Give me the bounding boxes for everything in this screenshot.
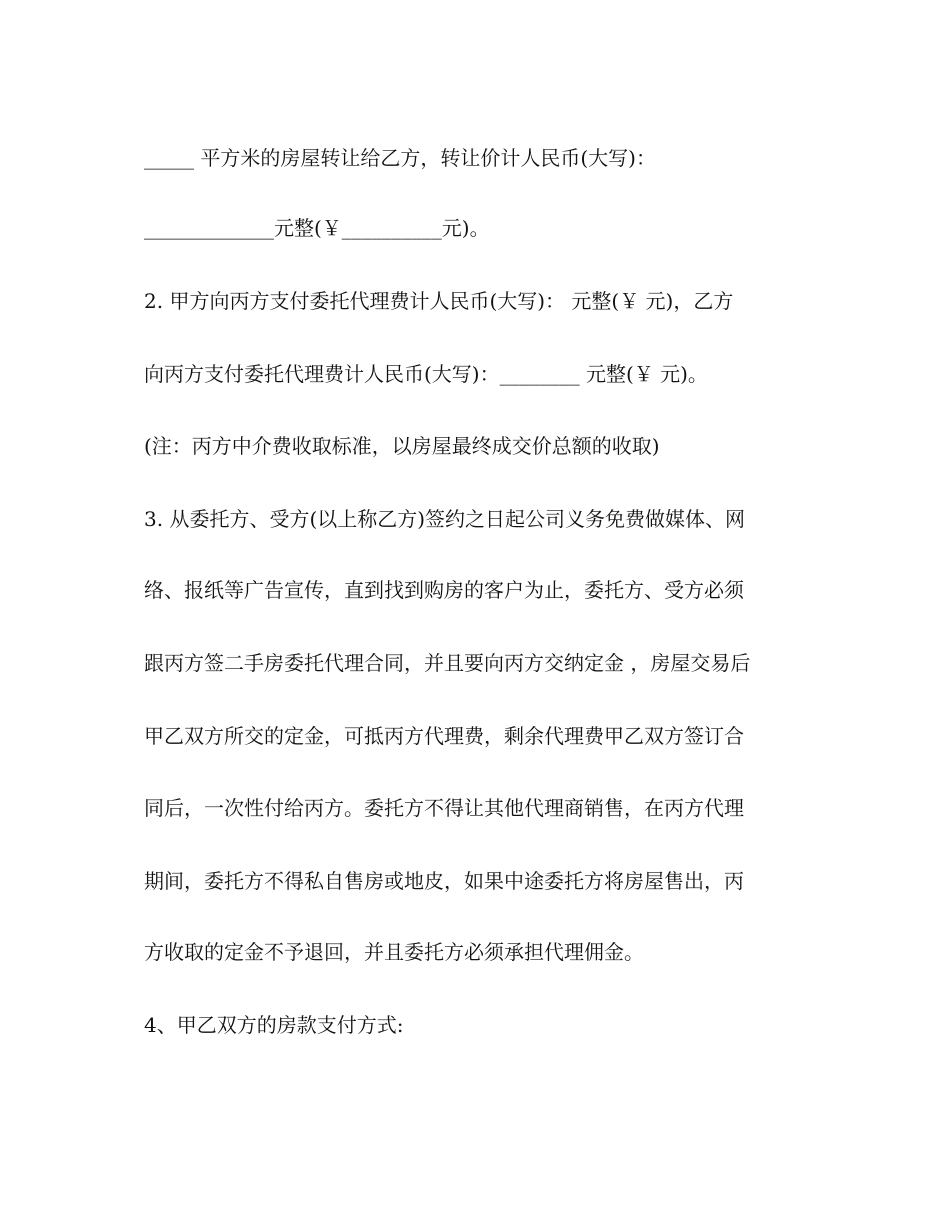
text-line: (注：丙方中介费收取标准，以房屋最终成交价总额的收取)	[144, 434, 660, 458]
text-line: 方收取的定金不予退回，并且委托方必须承担代理佣金。	[144, 940, 644, 964]
text-line: 期间，委托方不得私自售房或地皮，如果中途委托方将房屋售出，丙	[144, 869, 744, 893]
text-line: 甲乙双方所交的定金，可抵丙方代理费，剩余代理费甲乙双方签订合	[144, 724, 744, 748]
text-line: 向丙方支付委托代理费计人民币(大写)：________ 元整(￥ 元)。	[144, 362, 708, 386]
text-line: 络、报纸等广告宣传，直到找到购房的客户为止，委托方、受方必须	[144, 578, 744, 602]
text-line: _____________元整(￥__________元)。	[144, 216, 490, 240]
text-line: 4、甲乙双方的房款支付方式:	[144, 1013, 404, 1037]
text-line: 同后，一次性付给丙方。委托方不得让其他代理商销售，在丙方代理	[144, 796, 744, 820]
text-line: 3. 从委托方、受方(以上称乙方)签约之日起公司义务免费做媒体、网	[144, 507, 746, 531]
text-line: 跟丙方签二手房委托代理合同，并且要向丙方交纳定金 ，房屋交易后	[144, 651, 751, 675]
text-line: _____ 平方米的房屋转让给乙方，转让价计人民币(大写)：	[144, 146, 656, 170]
text-line: 2. 甲方向丙方支付委托代理费计人民币(大写)： 元整(￥ 元)，乙方	[144, 289, 734, 313]
